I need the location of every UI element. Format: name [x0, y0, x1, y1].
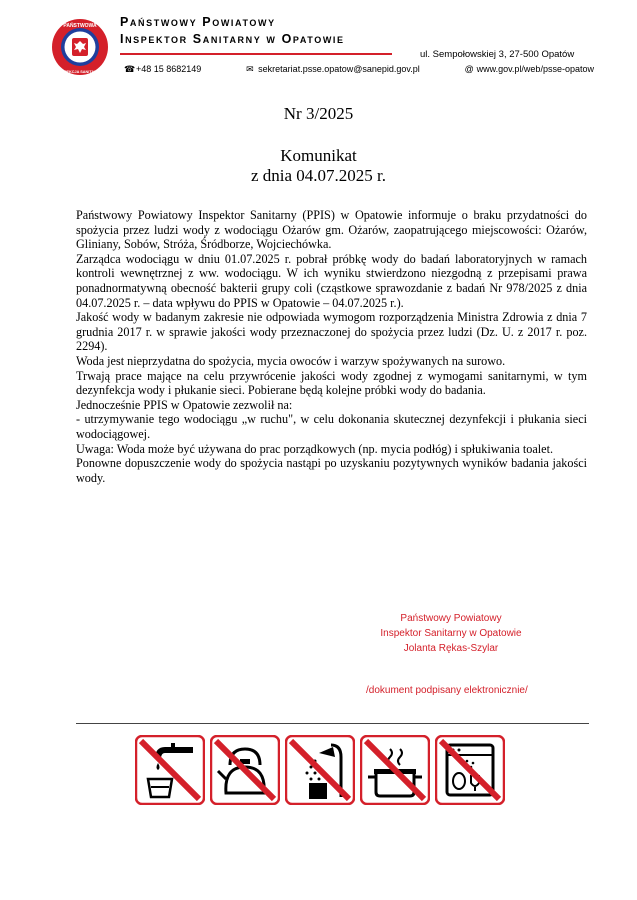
svg-text:PAŃSTWOWA: PAŃSTWOWA	[63, 23, 97, 29]
svg-text:INSPEKCJA SANITARNA: INSPEKCJA SANITARNA	[57, 70, 103, 74]
paragraph-unfit: Woda jest nieprzydatna do spożycia, mycia owoców i warzyw spożywanych na surowo.	[76, 353, 506, 368]
document-title	[0, 146, 637, 186]
office-name	[120, 14, 345, 48]
phone-number[interactable]: +48 15 8682149	[136, 64, 202, 74]
document-title-line2: z dnia 04.07.2025 r.	[250, 166, 387, 185]
contact-line	[124, 64, 594, 75]
document-title-line1: Komunikat	[280, 146, 357, 165]
signature-block	[356, 611, 546, 656]
phone-contact	[124, 64, 201, 75]
no-dishwasher-icon	[435, 735, 505, 805]
at-icon: @	[464, 64, 474, 74]
announcement-body	[76, 208, 587, 485]
paragraph-works: Trwają prace mające na celu przywrócenie jakości wody zgodnej z wymogami sanitarnymi, w tym dezynfekcja wody i płukanie sieci. Pobierane będą kolejne próbki wody do badania.	[76, 368, 587, 398]
no-drinking-tap-water-icon	[135, 735, 205, 805]
no-shower-icon	[285, 735, 355, 805]
no-kettle-boiling-icon	[210, 735, 280, 805]
email-contact	[246, 64, 420, 75]
phone-icon: ☎	[124, 64, 136, 74]
document-number: Nr 3/2025	[283, 104, 354, 123]
paragraph-quality: Jakość wody w badanym zakresie nie odpowiada wymogom rozporządzenia Ministra Zdrowia z dnia 7 grudnia 2017 r. w sprawie jakości wody przeznaczonej do spożycia przez ludzi (Dz. U. z 2017 r. poz. 2294).	[76, 310, 587, 354]
paragraph-reapproval: Ponowne dopuszczenie wody do spożycia nastąpi po uzyskaniu pozytywnych wyników badania jakości wody.	[76, 456, 587, 485]
sanitary-inspection-logo	[51, 18, 109, 76]
no-cooking-pot-icon	[360, 735, 430, 805]
envelope-icon: ✉	[246, 64, 254, 74]
paragraph-sampling: Zarządca wodociągu w dniu 01.07.2025 r. pobrał próbkę wody do badań laboratoryjnych w ramach kontroli wewnętrznej z ww. wodociągu. W ich wyniku stwierdzono niezgodną z przepisami prawa ponadnormatywną obecność bakterii grupy coli (cząstkowe sprawozdanie z badań Nr 978/2025 z dnia 04.07.2025 r. – data wpływu do PPIS w Opatowie – 04.07.2025 r.).	[76, 251, 587, 310]
header-red-rule	[120, 53, 392, 55]
office-address: ul. Sempołowskiej 3, 27-500 Opatów	[420, 49, 575, 60]
prohibition-icons	[135, 735, 507, 809]
office-name-line1: Państwowy Powiatowy	[120, 15, 276, 29]
paragraph-permission: Jednocześnie PPIS w Opatowie zezwolił na:	[76, 397, 293, 412]
email-address[interactable]: sekretariat.psse.opatow@sanepid.gov.pl	[258, 64, 420, 74]
paragraph-intro: Państwowy Powiatowy Inspektor Sanitarny (PPIS) w Opatowie informuje o braku przydatności do spożycia przez ludzi wody z wodociągu Ożarów gm. Ożarów, zaopatrującego miejscowości: Ożarów, Gliniany, Sobów, Stróża, Śródborze, Wojciechówka.	[76, 208, 587, 252]
paragraph-note: Uwaga: Woda może być używana do prac porządkowych (np. mycia podłóg) i spłukiwania toalet.	[76, 441, 554, 456]
signature-name: Jolanta Rękas-Szylar	[403, 643, 499, 654]
signature-line2: Inspektor Sanitarny w Opatowie	[380, 628, 522, 639]
footer-divider	[76, 723, 589, 724]
office-name-line2: Inspektor Sanitarny w Opatowie	[120, 32, 345, 46]
signature-line1: Państwowy Powiatowy	[400, 613, 502, 624]
electronic-signature-note: /dokument podpisany elektronicznie/	[366, 685, 528, 696]
website-url[interactable]: www.gov.pl/web/psse-opatow	[476, 64, 594, 74]
paragraph-operation: - utrzymywanie tego wodociągu „w ruchu", w celu dokonania skutecznej dezynfekcji i płukania sieci wodociągowej.	[76, 412, 587, 441]
website-contact	[465, 64, 594, 75]
